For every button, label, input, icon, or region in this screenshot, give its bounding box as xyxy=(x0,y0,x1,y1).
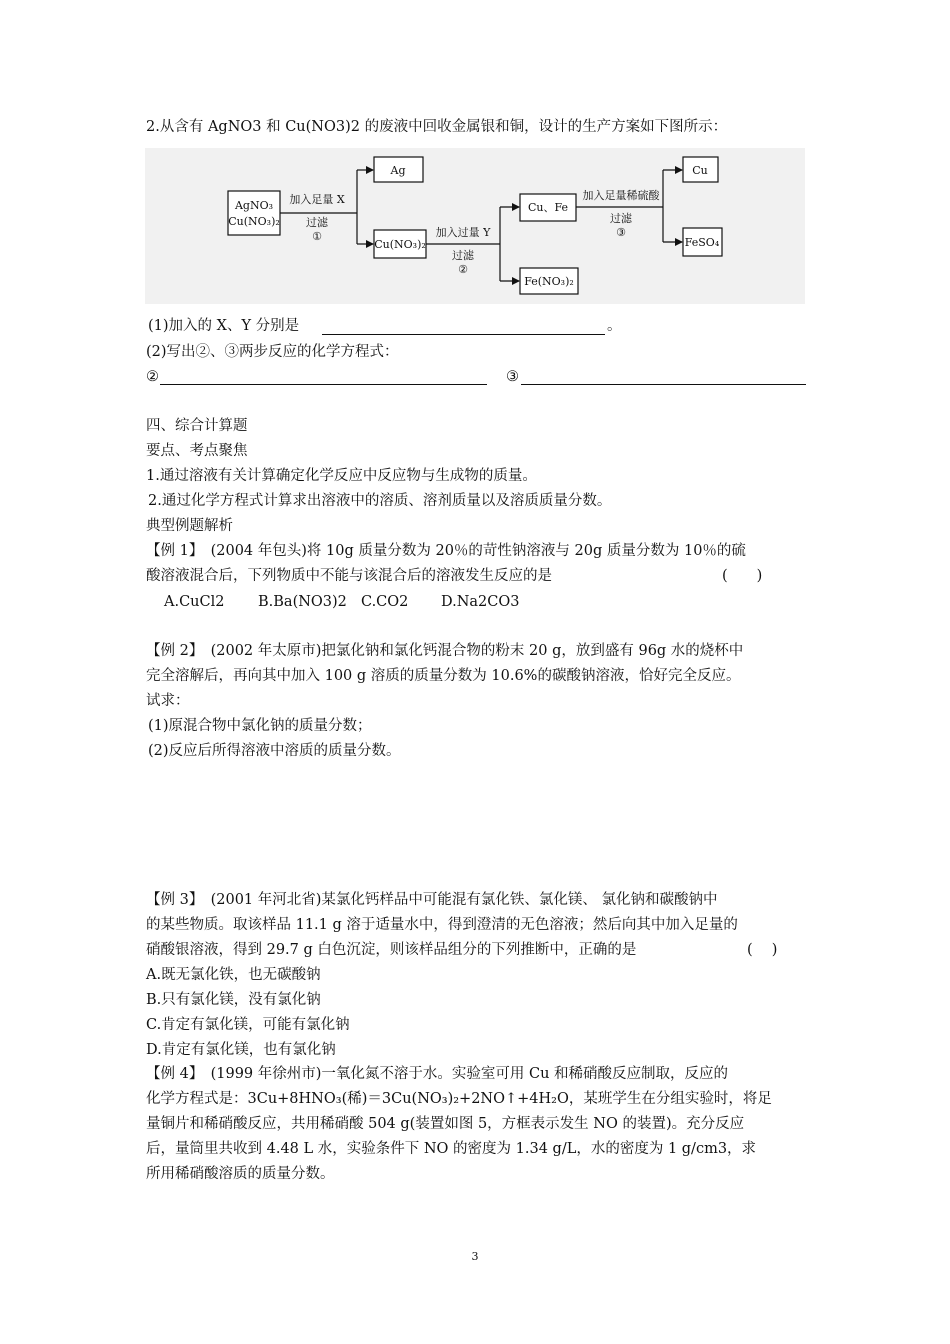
example-3-option-a: A.既无氯化铁，也无碳酸钠 xyxy=(146,967,321,983)
answer-blank-eq3[interactable] xyxy=(521,384,806,385)
example-1-line-1: 【例 1】 (2004 年包头)将 10g 质量分数为 20％的苛性钠溶液与 20g 质量分数为 10％的硫 xyxy=(146,543,746,559)
example-3-option-b: B.只有氯化镁，没有氯化钠 xyxy=(146,992,321,1008)
example-4-line-2: 化学方程式是：3Cu+8HNO₃(稀)＝3Cu(NO₃)₂+2NO↑+4H₂O，某班学生在分组实验时，将足 xyxy=(146,1091,772,1107)
example-2-question-1: (1)原混合物中氯化钠的质量分数； xyxy=(148,718,372,734)
flow-step2-reagent: 加入过量 Y xyxy=(435,226,491,239)
flow-cuno3-label: Cu(NO₃)₂ xyxy=(374,238,426,251)
section-4-title: 四、综合计算题 xyxy=(146,418,248,434)
example-2-line-3: 试求： xyxy=(146,693,190,709)
flow-feno3-label: Fe(NO₃)₂ xyxy=(524,275,574,288)
example-2-question-2: (2)反应后所得溶液中溶质的质量分数。 xyxy=(148,743,401,759)
example-1-answer-paren: ( ) xyxy=(722,568,763,584)
key-point-2: 2.通过化学方程式计算求出溶液中的溶质、溶剂质量以及溶质质量分数。 xyxy=(148,493,612,509)
question-2-sub1: (1)加入的 X、Y 分别是 xyxy=(148,318,300,334)
flow-cufe-label: Cu、Fe xyxy=(527,201,569,214)
page-number: 3 xyxy=(471,1250,479,1263)
answer-blank-xy[interactable] xyxy=(322,334,605,335)
flow-step2-number: ② xyxy=(458,263,468,276)
example-1-option-b: B.Ba(NO3)2 xyxy=(258,594,347,610)
flow-step1-number: ① xyxy=(312,230,322,243)
example-4-line-4: 后，量筒里共收到 4.48 L 水，实验条件下 NO 的密度为 1.34 g/L，水的密度为 1 g/cm3，求 xyxy=(146,1141,757,1157)
flow-start-line2: Cu(NO₃)₂ xyxy=(228,215,280,228)
flow-start-line1: AgNO₃ xyxy=(234,199,274,212)
example-3-option-c: C.肯定有氯化镁，可能有氯化钠 xyxy=(146,1017,350,1033)
flow-feso4-label: FeSO₄ xyxy=(684,236,720,249)
example-2-line-1: 【例 2】 (2002 年太原市)把氯化钠和氯化钙混合物的粉末 20 g，放到盛有 96g 水的烧杯中 xyxy=(146,643,744,659)
flow-step3-filter: 过滤 xyxy=(610,212,632,225)
flow-step3-number: ③ xyxy=(616,226,626,239)
circle-3-label: ③ xyxy=(506,369,519,385)
example-3-option-d: D.肯定有氯化镁，也有氯化钠 xyxy=(146,1042,336,1058)
example-3-line-1: 【例 3】 (2001 年河北省)某氯化钙样品中可能混有氯化铁、氯化镁、 氯化钠和碳酸钠中 xyxy=(146,892,718,908)
example-4-line-3: 量铜片和稀硝酸反应，共用稀硝酸 504 g(装置如图 5，方框表示发生 NO 的装置)。充分反应 xyxy=(146,1116,745,1132)
example-1-line-2: 酸溶液混合后，下列物质中不能与该混合后的溶液发生反应的是 xyxy=(146,568,552,584)
example-4-line-1: 【例 4】 (1999 年徐州市)一氧化氮不溶于水。实验室可用 Cu 和稀硝酸反应制取，反应的 xyxy=(146,1066,729,1082)
sub1-period: 。 xyxy=(607,318,622,334)
flow-step2-filter: 过滤 xyxy=(452,249,474,262)
key-points-heading: 要点、考点聚焦 xyxy=(146,443,248,459)
flow-step1-filter: 过滤 xyxy=(306,216,328,229)
recovery-flow-diagram xyxy=(145,148,805,304)
example-3-answer-paren: ( ) xyxy=(747,942,778,958)
answer-blank-eq2[interactable] xyxy=(160,384,487,385)
example-2-line-2: 完全溶解后，再向其中加入 100 g 溶质的质量分数为 10.6%的碳酸钠溶液，恰好完全反应。 xyxy=(146,668,741,684)
question-2-intro: 2.从含有 AgNO3 和 Cu(NO3)2 的废液中回收金属银和铜，设计的生产方案如下图所示： xyxy=(146,119,728,135)
flow-cu-label: Cu xyxy=(692,164,708,177)
flow-step3-reagent: 加入足量稀硫酸 xyxy=(582,189,660,202)
example-1-option-c: C.CO2 xyxy=(361,594,409,610)
example-1-option-a: A.CuCl2 xyxy=(164,594,225,610)
key-point-1: 1.通过溶液有关计算确定化学反应中反应物与生成物的质量。 xyxy=(146,468,537,484)
example-1-option-d: D.Na2CO3 xyxy=(441,594,520,610)
examples-heading: 典型例题解析 xyxy=(146,518,233,534)
flow-box-start xyxy=(228,191,280,235)
flow-step1-reagent: 加入足量 X xyxy=(289,193,345,206)
flow-ag-label: Ag xyxy=(390,164,406,177)
circle-2-label: ② xyxy=(146,369,159,385)
example-3-line-3: 硝酸银溶液，得到 29.7 g 白色沉淀，则该样品组分的下列推断中，正确的是 xyxy=(146,942,637,958)
question-2-sub2: (2)写出②、③两步反应的化学方程式： xyxy=(146,344,399,360)
example-3-line-2: 的某些物质。取该样品 11.1 g 溶于适量水中，得到澄清的无色溶液；然后向其中加入足量的 xyxy=(146,917,738,933)
example-4-line-5: 所用稀硝酸溶质的质量分数。 xyxy=(146,1166,335,1182)
